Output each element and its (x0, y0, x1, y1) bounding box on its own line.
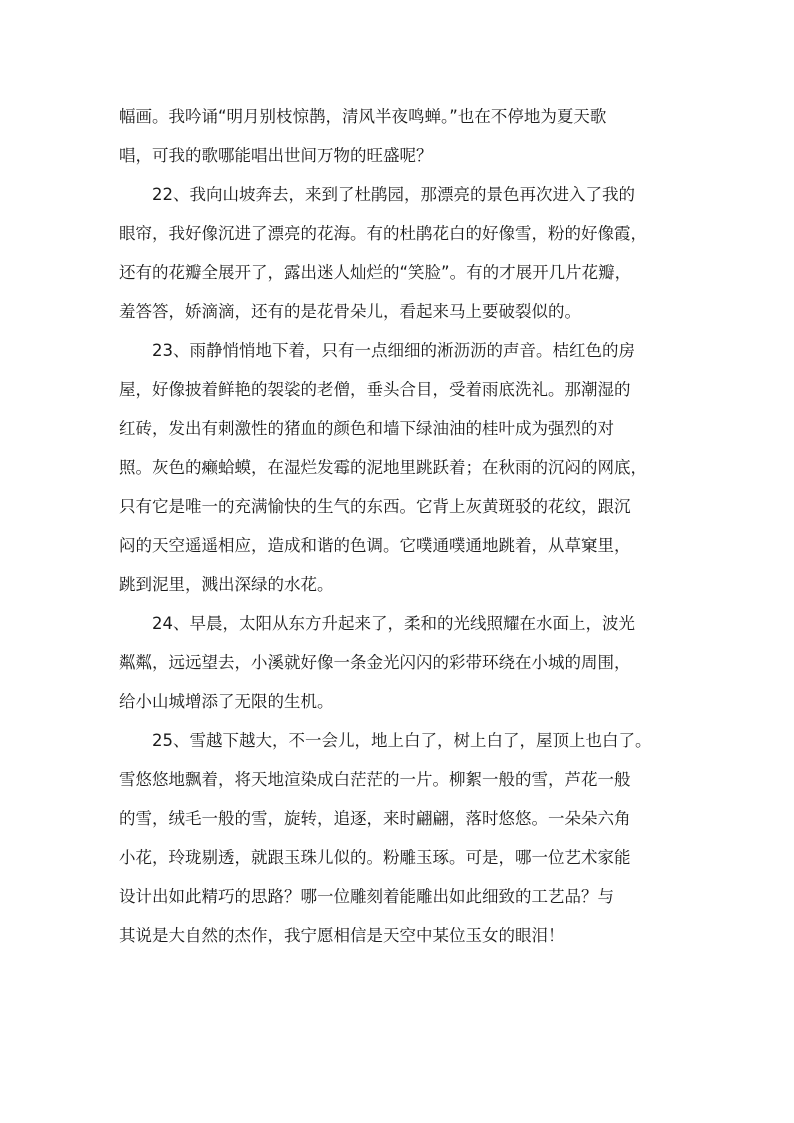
paragraph-start-22: 22、我向山坡奔去，来到了杜鹃园，那漂亮的景色再次进入了我的 (152, 185, 635, 204)
text-line: 跳到泥里，溅出深绿的水花。 (119, 575, 334, 594)
text-line: 给小山城增添了无限的生机。 (119, 692, 334, 711)
text-line: 眼帘，我好像沉进了漂亮的花海。有的杜鹃花白的好像雪，粉的好像霞， (119, 224, 647, 243)
text-line: 雪悠悠地飘着，将天地渲染成白茫茫的一片。柳絮一般的雪，芦花一般 (119, 770, 631, 789)
text-line: 粼粼，远远望去，小溪就好像一条金光闪闪的彩带环绕在小城的周围， (119, 653, 631, 672)
text-line: 羞答答，娇滴滴，还有的是花骨朵儿，看起来马上要破裂似的。 (119, 302, 581, 321)
text-line: 唱，可我的歌哪能唱出世间万物的旺盛呢？ (119, 146, 433, 165)
text-line: 照。灰色的癞蛤蟆，在湿烂发霉的泥地里跳跃着；在秋雨的沉闷的网底， (119, 458, 647, 477)
text-line: 小花，玲珑剔透，就跟玉珠儿似的。粉雕玉琢。可是，哪一位艺术家能 (119, 848, 631, 867)
text-line: 幅画。我吟诵“明月别枝惊鹊，清风半夜鸣蝉。”也在不停地为夏天歌 (119, 107, 607, 126)
text-line: 的雪，绒毛一般的雪，旋转，追逐，来时翩翩，落时悠悠。一朵朵六角 (119, 809, 631, 828)
paragraph-start-23: 23、雨静悄悄地下着，只有一点细细的淅沥沥的声音。桔红色的房 (152, 341, 635, 360)
text-line: 其说是大自然的杰作，我宁愿相信是天空中某位玉女的眼泪！ (119, 926, 565, 945)
paragraph-start-25: 25、雪越下越大，不一会儿，地上白了，树上白了，屋顶上也白了。 (152, 731, 652, 750)
text-line: 设计出如此精巧的思路？哪一位雕刻着能雕出如此细致的工艺品？与 (119, 887, 614, 906)
text-line: 只有它是唯一的充满愉快的生气的东西。它背上灰黄斑驳的花纹，跟沉 (119, 497, 631, 516)
text-line: 屋，好像披着鲜艳的袈裟的老僧，垂头合目，受着雨底洗礼。那潮湿的 (119, 380, 631, 399)
paragraph-start-24: 24、早晨，太阳从东方升起来了，柔和的光线照耀在水面上，波光 (152, 614, 635, 633)
text-line: 闷的天空遥遥相应，造成和谐的色调。它噗通噗通地跳着，从草窠里， (119, 536, 631, 555)
text-line: 还有的花瓣全展开了，露出迷人灿烂的“笑脸”。有的才展开几片花瓣， (119, 263, 632, 282)
document-body (119, 97, 675, 955)
text-line: 红砖，发出有刺激性的猪血的颜色和墙下绿油油的桂叶成为强烈的对 (119, 419, 614, 438)
